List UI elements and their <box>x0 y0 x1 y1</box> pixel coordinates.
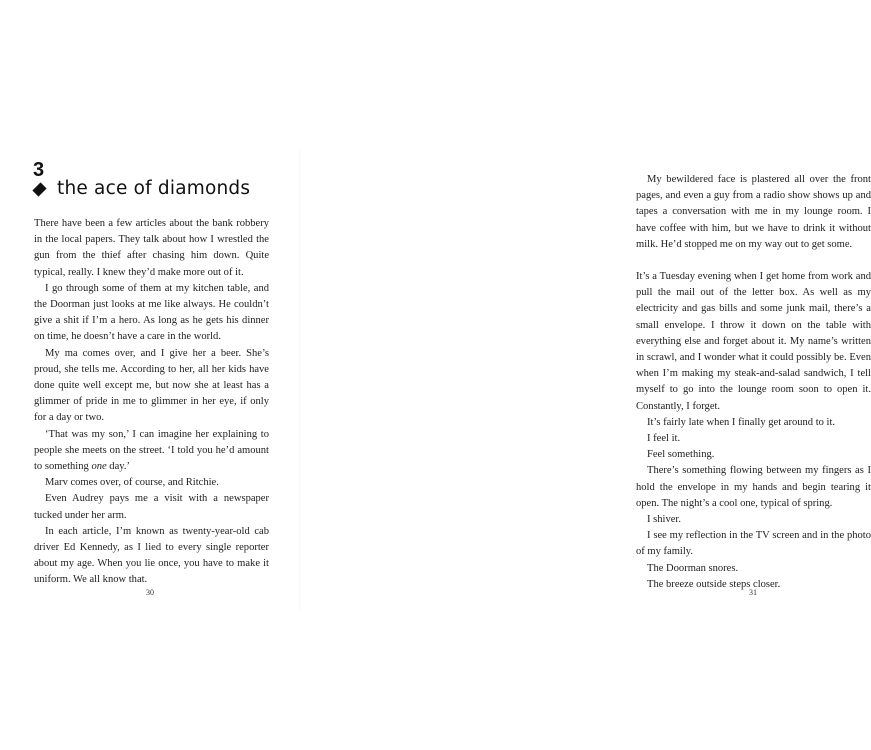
paragraph: Even Audrey pays me a visit with a newspaper tucked under her arm. <box>34 493 269 521</box>
left-page <box>0 0 300 750</box>
paragraph: There have been a few articles about the bank robbery in the local papers. They talk about how I wrestled the gun from the thief after chasing him down. Quite typical, really. I knew they’d make more out of it. <box>34 218 269 278</box>
section-break <box>636 253 871 269</box>
paragraph-text: ‘That was my son,’ I can imagine her explaining to people she meets on the street. ‘I told you he’d amount to something <box>34 428 269 473</box>
paragraph: Marv comes over, of course, and Ritchie. <box>45 477 219 489</box>
diamond-icon <box>32 182 46 196</box>
page-number: 30 <box>146 588 154 597</box>
paragraph: I go through some of them at my kitchen table, and the Doorman just looks at me like always. He couldn’t give a shit if I’m a hero. As long as he gets his dinner on time, he doesn’t have a care in the world. <box>34 282 269 343</box>
paragraph: It’s fairly late when I finally get around to it. <box>647 416 836 428</box>
emphasis-text: one <box>91 461 107 473</box>
chapter-heading <box>33 178 250 200</box>
chapter-title: the ace of diamonds <box>57 178 251 199</box>
left-body-text <box>34 216 269 589</box>
paragraph: My ma comes over, and I give her a beer. She’s proud, she tells me. According to her, all her kids have done quite well except me, but now she at least has a glimmer of pride in me to glimmer in her eye, if only for a day or two. <box>34 347 269 424</box>
paragraph: My bewildered face is plastered all over the front pages, and even a guy from a radio show shows up and tapes a conversation with me in my lounge room. I have coffee with him, but we have to drink it without milk. He’d stopped me on my way out to get some. <box>636 174 871 250</box>
paragraph: The breeze outside steps closer. <box>647 578 781 590</box>
paragraph: It’s a Tuesday evening when I get home from work and pull the mail out of the letter box. As well as my electricity and gas bills and some junk mail, there’s a small envelope. I throw it down on the table with everything else and forget about it. My name’s written in scrawl, and I wonder what it could possibly be. Even when I’m making my steak-and-salad sandwich, I tell myself to go into the lounge room soon to open it. Constantly, I forget. <box>636 271 871 412</box>
page-number: 31 <box>749 588 757 597</box>
paragraph: Feel something. <box>647 449 715 461</box>
paragraph: There’s something flowing between my fingers as I hold the envelope in my hands and begin tearing it open. The night’s a cool one, typical of spring. <box>636 465 871 509</box>
paragraph: I see my reflection in the TV screen and in the photo of my family. <box>636 530 871 558</box>
paragraph: The Doorman snores. <box>647 562 739 574</box>
chapter-number: 3 <box>33 159 45 181</box>
paragraph: In each article, I’m known as twenty-year-old cab driver Ed Kennedy, as I lied to every single reporter about my age. When you lie once, you have to make it uniform. We all know that. <box>34 525 269 586</box>
paragraph: I feel it. <box>647 433 681 445</box>
paragraph <box>34 427 269 476</box>
right-body-text <box>636 172 871 593</box>
paragraph: I shiver. <box>647 514 681 526</box>
paragraph-text-tail: day.’ <box>106 461 131 473</box>
right-page <box>300 0 871 750</box>
